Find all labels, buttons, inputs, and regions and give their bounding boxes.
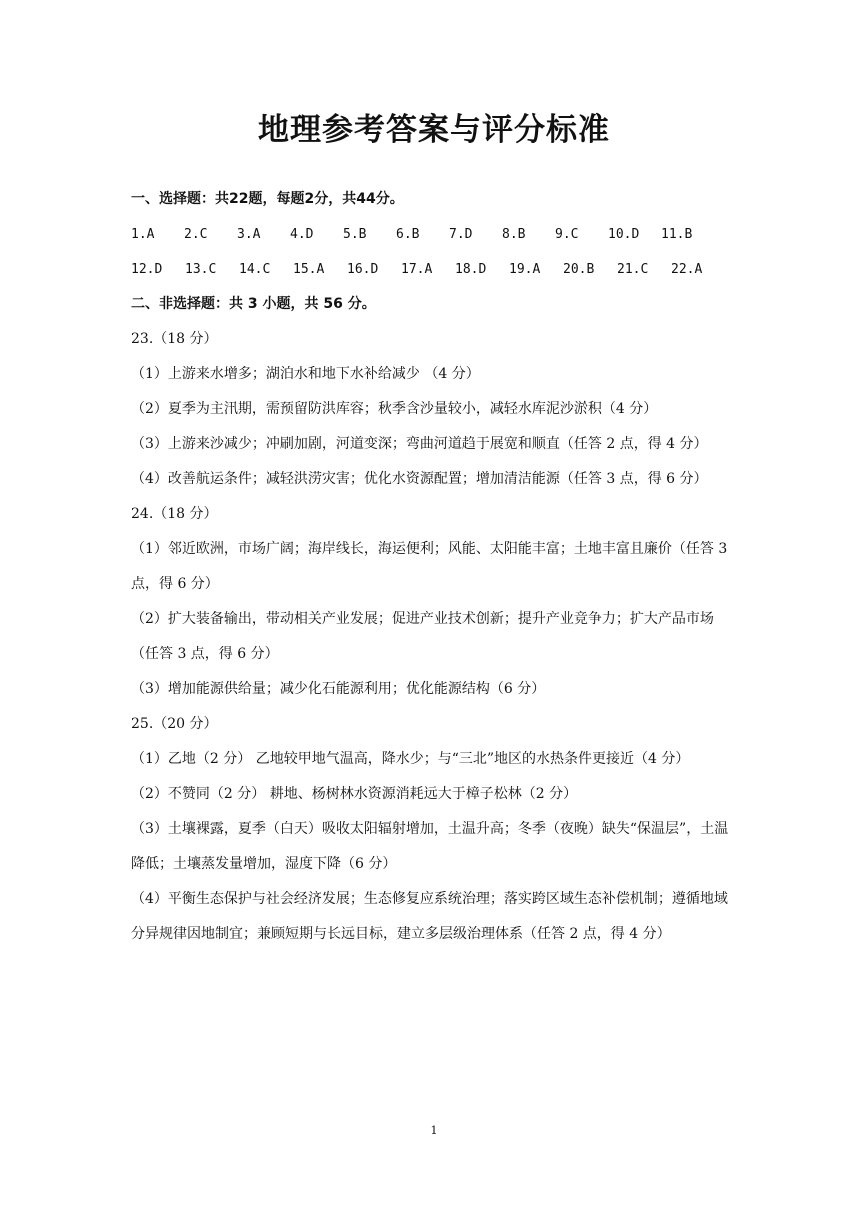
- mc-answer: 3.A: [237, 227, 261, 242]
- mc-answer: 10.D: [608, 227, 640, 242]
- mc-answer: 1.A: [131, 227, 155, 242]
- mc-answers-row-1: [131, 217, 741, 252]
- question-25-answer-3: （3）土壤裸露，夏季（白天）吸收太阳辐射增加，土温升高；冬季（夜晚）缺失“保温层”，土温降低；土壤蒸发量增加，湿度下降（6 分）: [131, 821, 729, 872]
- page-number: 1: [430, 1124, 438, 1137]
- answer-content: [131, 182, 741, 952]
- mc-answer: 18.D: [455, 262, 487, 277]
- mc-answer: 19.A: [509, 262, 541, 277]
- question-23-answer-4: （4）改善航运条件；减轻洪涝灾害；优化水资源配置；增加清洁能源（任答 3 点，得 6 分）: [131, 471, 708, 487]
- mc-answer: 11.B: [661, 227, 693, 242]
- question-24-answer-2: （2）扩大装备输出，带动相关产业发展；促进产业技术创新；提升产业竞争力；扩大产品市场（任答 3 点，得 6 分）: [131, 611, 714, 662]
- section-2-heading: 二、非选择题：共 3 小题，共 56 分。: [131, 296, 376, 312]
- mc-answer: 8.B: [502, 227, 526, 242]
- question-23-answer-2: （2）夏季为主汛期，需预留防洪库容；秋季含沙量较小，减轻水库泥沙淤积（4 分）: [131, 401, 658, 417]
- question-25-answer-4: （4）平衡生态保护与社会经济发展；生态修复应系统治理；落实跨区域生态补偿机制；遵循地域分异规律因地制宜；兼顾短期与长远目标，建立多层级治理体系（任答 2 点，得 4 分）: [131, 891, 728, 942]
- page-title: 地理参考答案与评分标准: [258, 112, 610, 148]
- mc-answers-row-2: [131, 252, 741, 287]
- question-25-heading: 25.（20 分）: [131, 716, 218, 732]
- mc-answer: 15.A: [293, 262, 325, 277]
- mc-answer: 20.B: [563, 262, 595, 277]
- question-25-answer-2: （2）不赞同（2 分） 耕地、杨树林水资源消耗远大于樟子松林（2 分）: [131, 786, 578, 802]
- mc-answer: 13.C: [185, 262, 217, 277]
- mc-answer: 16.D: [347, 262, 379, 277]
- mc-answer: 21.C: [617, 262, 649, 277]
- mc-answer: 5.B: [343, 227, 367, 242]
- question-23-heading: 23.（18 分）: [131, 331, 218, 347]
- mc-answer: 17.A: [401, 262, 433, 277]
- mc-answer: 22.A: [671, 262, 703, 277]
- question-24-answer-3: （3）增加能源供给量；减少化石能源利用；优化能源结构（6 分）: [131, 681, 546, 697]
- question-25-answer-1: （1）乙地（2 分） 乙地较甲地气温高，降水少；与“三北”地区的水热条件更接近（4 分）: [131, 751, 690, 767]
- question-23-answer-1: （1）上游来水增多；湖泊水和地下水补给减少 （4 分）: [131, 366, 480, 382]
- mc-answer: 2.C: [184, 227, 208, 242]
- question-23-answer-3: （3）上游来沙减少；冲刷加剧，河道变深；弯曲河道趋于展宽和顺直（任答 2 点，得 4 分）: [131, 436, 708, 452]
- mc-answer: 6.B: [396, 227, 420, 242]
- question-24-heading: 24.（18 分）: [131, 506, 218, 522]
- mc-answer: 4.D: [290, 227, 314, 242]
- question-24-answer-1: （1）邻近欧洲，市场广阔；海岸线长，海运便利；风能、太阳能丰富；土地丰富且廉价（任答 3 点，得 6 分）: [131, 541, 728, 592]
- mc-answer: 7.D: [449, 227, 473, 242]
- mc-answer: 12.D: [131, 262, 163, 277]
- mc-answer: 9.C: [555, 227, 579, 242]
- mc-answer: 14.C: [239, 262, 271, 277]
- section-1-heading: 一、选择题：共22题，每题2分，共44分。: [131, 191, 404, 207]
